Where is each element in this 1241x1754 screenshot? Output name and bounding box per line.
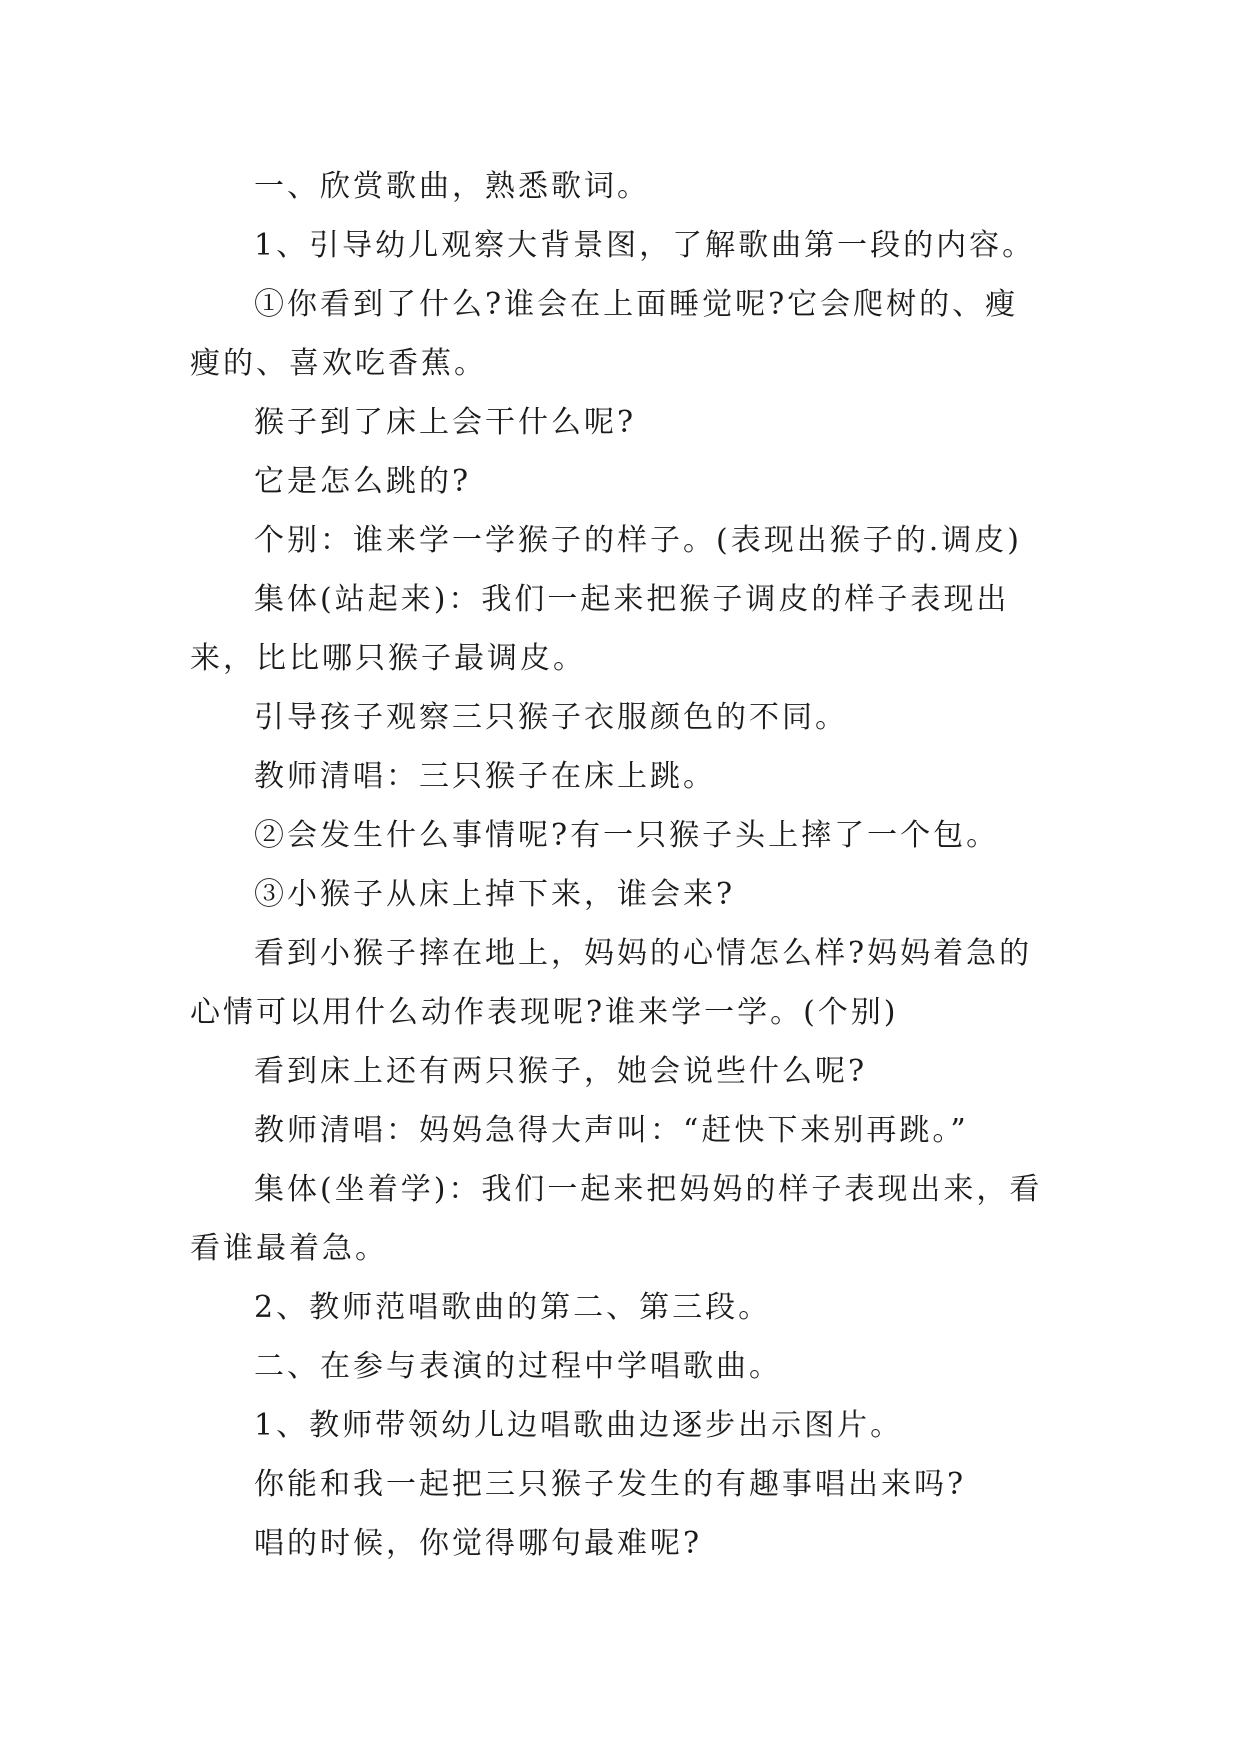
paragraph: ②会发生什么事情呢?有一只猴子头上摔了一个包。 (254, 818, 1000, 853)
paragraph: 它是怎么跳的? (254, 464, 472, 499)
paragraph: ①你看到了什么?谁会在上面睡觉呢?它会爬树的、瘦瘦的、喜欢吃香蕉。 (190, 287, 1019, 381)
paragraph: 教师清唱：妈妈急得大声叫：“赶快下来别再跳。” (254, 1113, 969, 1148)
paragraph: 1、教师带领幼儿边唱歌曲边逐步出示图片。 (254, 1408, 904, 1443)
section-heading-2: 二、在参与表演的过程中学唱歌曲。 (254, 1349, 782, 1384)
section-heading-1: 一、欣赏歌曲，熟悉歌词。 (254, 169, 650, 204)
paragraph: 集体(站起来)：我们一起来把猴子调皮的样子表现出来，比比哪只猴子最调皮。 (190, 582, 1010, 676)
paragraph: 引导孩子观察三只猴子衣服颜色的不同。 (254, 700, 848, 735)
paragraph: 1、引导幼儿观察大背景图，了解歌曲第一段的内容。 (254, 228, 1036, 263)
paragraph: 个别：谁来学一学猴子的样子。(表现出猴子的.调皮) (254, 523, 1022, 558)
paragraph: 集体(坐着学)：我们一起来把妈妈的样子表现出来，看看谁最着急。 (190, 1172, 1043, 1266)
paragraph: 你能和我一起把三只猴子发生的有趣事唱出来吗? (254, 1467, 967, 1502)
paragraph: ③小猴子从床上掉下来，谁会来? (254, 877, 736, 912)
paragraph: 猴子到了床上会干什么呢? (254, 405, 637, 440)
paragraph: 唱的时候，你觉得哪句最难呢? (254, 1526, 703, 1561)
paragraph: 2、教师范唱歌曲的第二、第三段。 (254, 1290, 772, 1325)
paragraph: 教师清唱：三只猴子在床上跳。 (254, 759, 716, 794)
paragraph: 看到小猴子摔在地上，妈妈的心情怎么样?妈妈着急的心情可以用什么动作表现呢?谁来学一学。(个别) (190, 936, 1033, 1030)
paragraph: 看到床上还有两只猴子，她会说些什么呢? (254, 1054, 868, 1089)
